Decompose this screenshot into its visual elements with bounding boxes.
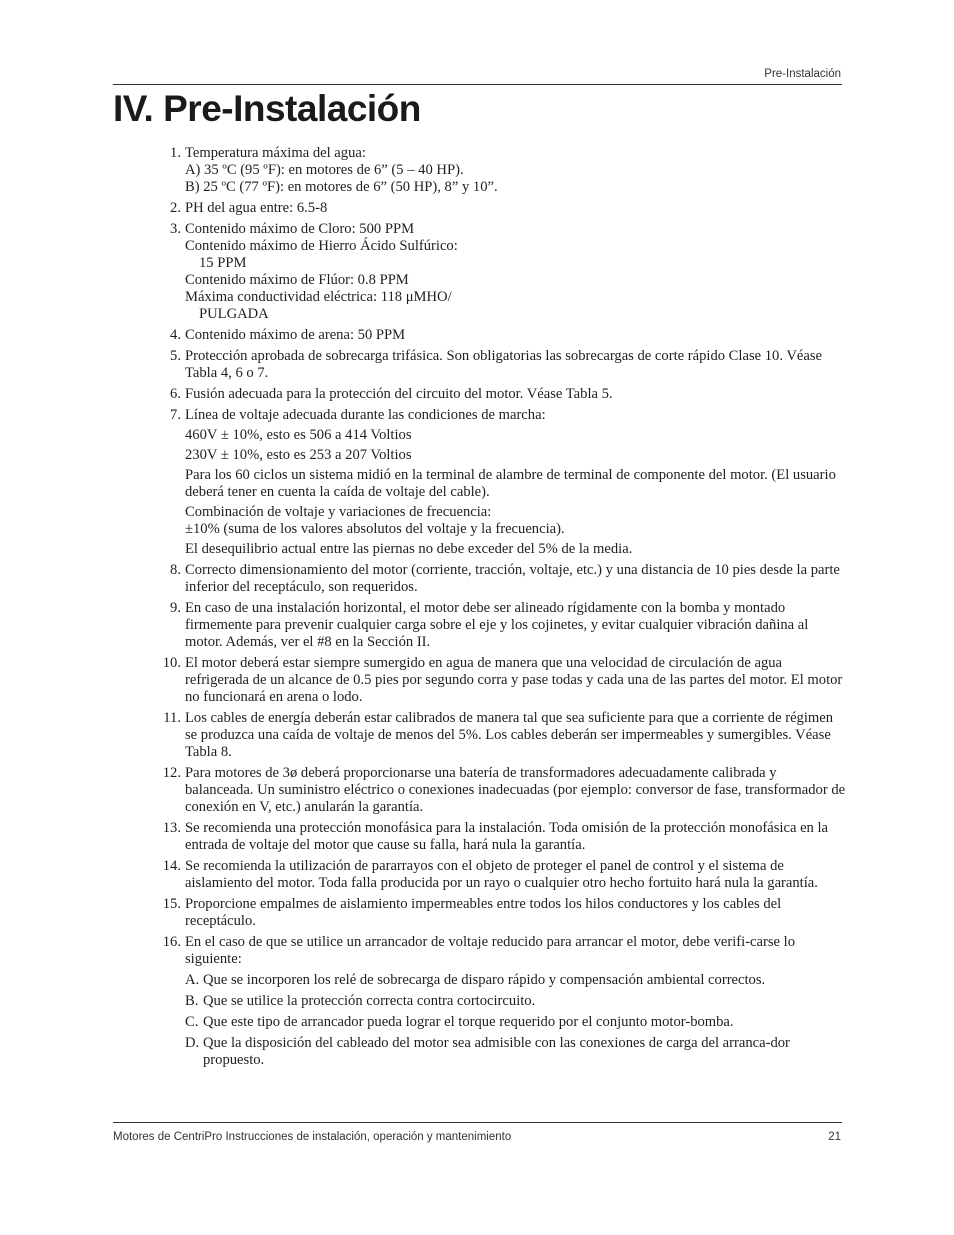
list-item xyxy=(154,221,846,323)
item-body xyxy=(185,934,846,1069)
item-text: Línea de voltaje adecuada durante las condiciones de marcha: xyxy=(185,407,546,423)
running-header: Pre-Instalación xyxy=(764,68,841,80)
list-item xyxy=(154,200,846,217)
list-item xyxy=(154,562,846,596)
list-item xyxy=(154,145,846,196)
sub-item-text: Que se utilice la protección correcta contra cortocircuito. xyxy=(203,993,536,1009)
item-text: Proporcione empalmes de aislamiento impermeables entre todos los hilos conductores y los cables del receptáculo. xyxy=(185,896,782,929)
item-text: Contenido máximo de Cloro: 500 PPM xyxy=(185,221,415,237)
item-number: 6. xyxy=(170,386,181,402)
page-title: IV. Pre-Instalación xyxy=(113,88,421,129)
item-text: Contenido máximo de arena: 50 PPM xyxy=(185,327,406,343)
sub-item-text: Que este tipo de arrancador pueda lograr el torque requerido por el conjunto motor-bomba. xyxy=(203,1014,734,1030)
page-number: 21 xyxy=(828,1131,841,1143)
item-body xyxy=(185,765,846,816)
list-item xyxy=(154,896,846,930)
item-number: 1. xyxy=(170,145,181,161)
item-text: En el caso de que se utilice un arrancador de voltaje reducido para arrancar el motor, debe verifi-carse lo siguiente: xyxy=(185,934,796,967)
item-body xyxy=(185,820,846,854)
item-body xyxy=(185,221,846,323)
list-item xyxy=(154,934,846,1069)
item-detail-line: 460V ± 10%, esto es 506 a 414 Voltios xyxy=(185,427,412,443)
list-item xyxy=(154,600,846,651)
item-detail-line: Contenido máximo de Flúor: 0.8 PPM xyxy=(185,272,409,288)
sub-item-text: Que se incorporen los relé de sobrecarga de disparo rápido y compensación ambiental correctos. xyxy=(203,972,766,988)
item-number: 16. xyxy=(162,934,181,950)
sub-item xyxy=(185,972,846,989)
item-detail-line: El desequilibrio actual entre las piernas no debe exceder del 5% de la media. xyxy=(185,541,633,557)
sub-item-letter: A. xyxy=(185,972,200,988)
item-detail-line: Combinación de voltaje y variaciones de frecuencia: xyxy=(185,504,492,520)
list-item xyxy=(154,655,846,706)
item-detail-line: 230V ± 10%, esto es 253 a 207 Voltios xyxy=(185,447,412,463)
item-text: Fusión adecuada para la protección del circuito del motor. Véase Tabla 5. xyxy=(185,386,613,402)
list-item xyxy=(154,765,846,816)
item-text: Se recomienda la utilización de pararrayos con el objeto de proteger el panel de control y el sistema de aislamiento del motor. Toda falla producida por un rayo o cualquier otro hecho fortuito hará nula la garantía. xyxy=(185,858,818,891)
item-body xyxy=(185,600,846,651)
item-text: Se recomienda una protección monofásica para la instalación. Toda omisión de la protección monofásica en la entrada de voltaje del motor que cause su falla, hará nula la garantía. xyxy=(185,820,829,853)
item-body xyxy=(185,327,846,344)
sub-item xyxy=(185,993,846,1010)
item-body xyxy=(185,858,846,892)
item-number: 5. xyxy=(170,348,181,364)
item-body xyxy=(185,200,846,217)
item-detail-line: Contenido máximo de Hierro Ácido Sulfúrico: xyxy=(185,238,458,254)
item-body xyxy=(185,655,846,706)
footer-rule xyxy=(113,1122,842,1123)
item-number: 7. xyxy=(170,407,181,423)
item-detail-line: ±10% (suma de los valores absolutos del voltaje y la frecuencia). xyxy=(185,521,565,537)
item-detail-line: A) 35 ºC (95 ºF): en motores de 6” (5 – 40 HP). xyxy=(185,162,464,178)
item-number: 10. xyxy=(162,655,181,671)
item-number: 3. xyxy=(170,221,181,237)
sub-item-letter: B. xyxy=(185,993,199,1009)
item-number: 15. xyxy=(162,896,181,912)
list-item xyxy=(154,710,846,761)
item-text: Correcto dimensionamiento del motor (corriente, tracción, voltaje, etc.) y una distancia de 10 pies desde la parte inferior del receptáculo, son requeridos. xyxy=(185,562,840,595)
list-item xyxy=(154,407,846,558)
item-body xyxy=(185,386,846,403)
item-detail-line: 15 PPM xyxy=(199,255,247,271)
item-detail-line: PULGADA xyxy=(199,306,269,322)
item-text: Protección aprobada de sobrecarga trifásica. Son obligatorias las sobrecargas de corte rápido Clase 10. Véase Tabla 4, 6 o 7. xyxy=(185,348,823,381)
item-body xyxy=(185,710,846,761)
list-item xyxy=(154,386,846,403)
list-item xyxy=(154,348,846,382)
item-body xyxy=(185,562,846,596)
sub-item-text: Que la disposición del cableado del motor sea admisible con las conexiones de carga del arranca-dor propuesto. xyxy=(203,1035,790,1068)
item-detail-line: Para los 60 ciclos un sistema midió en la terminal de alambre de terminal de componente del motor. (El usuario deberá tener en cuenta la caída de voltaje del cable). xyxy=(185,467,836,500)
footer-title: Motores de CentriPro Instrucciones de instalación, operación y mantenimiento xyxy=(113,1131,512,1143)
sub-item xyxy=(185,1014,846,1031)
list-item xyxy=(154,327,846,344)
item-body xyxy=(185,145,846,196)
item-text: En caso de una instalación horizontal, el motor debe ser alineado rígidamente con la bomba y montado firmemente para prevenir cualquier carga sobre el eje y los cojinetes, y evitar cualquier vibración dañina al motor. Además, ver el #8 en la Sección II. xyxy=(185,600,809,650)
requirements-list xyxy=(154,145,846,1073)
item-text: Temperatura máxima del agua: xyxy=(185,145,366,161)
item-body xyxy=(185,407,846,558)
item-body xyxy=(185,896,846,930)
item-number: 11. xyxy=(163,710,181,726)
item-text: Los cables de energía deberán estar calibrados de manera tal que sea suficiente para que a corriente de régimen se produzca una caída de voltaje de menos del 5%. Los cables deberán ser impermeables y sumergibles. Véase Tabla 8. xyxy=(185,710,834,760)
item-text: PH del agua entre: 6.5-8 xyxy=(185,200,328,216)
header-rule xyxy=(113,84,842,85)
item-number: 4. xyxy=(170,327,181,343)
item-number: 2. xyxy=(170,200,181,216)
item-text: El motor deberá estar siempre sumergido en agua de manera que una velocidad de circulación de agua refrigerada de un alcance de 0.5 pies por segundo corra y pase todas y cada una de las partes del motor. El motor no funcionará en arena o lodo. xyxy=(185,655,843,705)
item-number: 8. xyxy=(170,562,181,578)
item-number: 9. xyxy=(170,600,181,616)
list-item xyxy=(154,858,846,892)
list-item xyxy=(154,820,846,854)
item-number: 13. xyxy=(162,820,181,836)
item-body xyxy=(185,348,846,382)
item-detail-line: Máxima conductividad eléctrica: 118 μMHO/ xyxy=(185,289,452,305)
item-number: 12. xyxy=(162,765,181,781)
sub-item-letter: D. xyxy=(185,1035,200,1051)
sub-item xyxy=(185,1035,846,1069)
item-number: 14. xyxy=(162,858,181,874)
sub-item-letter: C. xyxy=(185,1014,199,1030)
item-text: Para motores de 3ø deberá proporcionarse una batería de transformadores adecuadamente calibrada y balanceada. Un suministro eléctrico o conexiones inadecuadas (por ejemplo: conversor de fase, transformador de conexión en V, etc.) anularán la garantía. xyxy=(185,765,846,815)
item-detail-line: B) 25 ºC (77 ºF): en motores de 6” (50 HP), 8” y 10”. xyxy=(185,179,498,195)
